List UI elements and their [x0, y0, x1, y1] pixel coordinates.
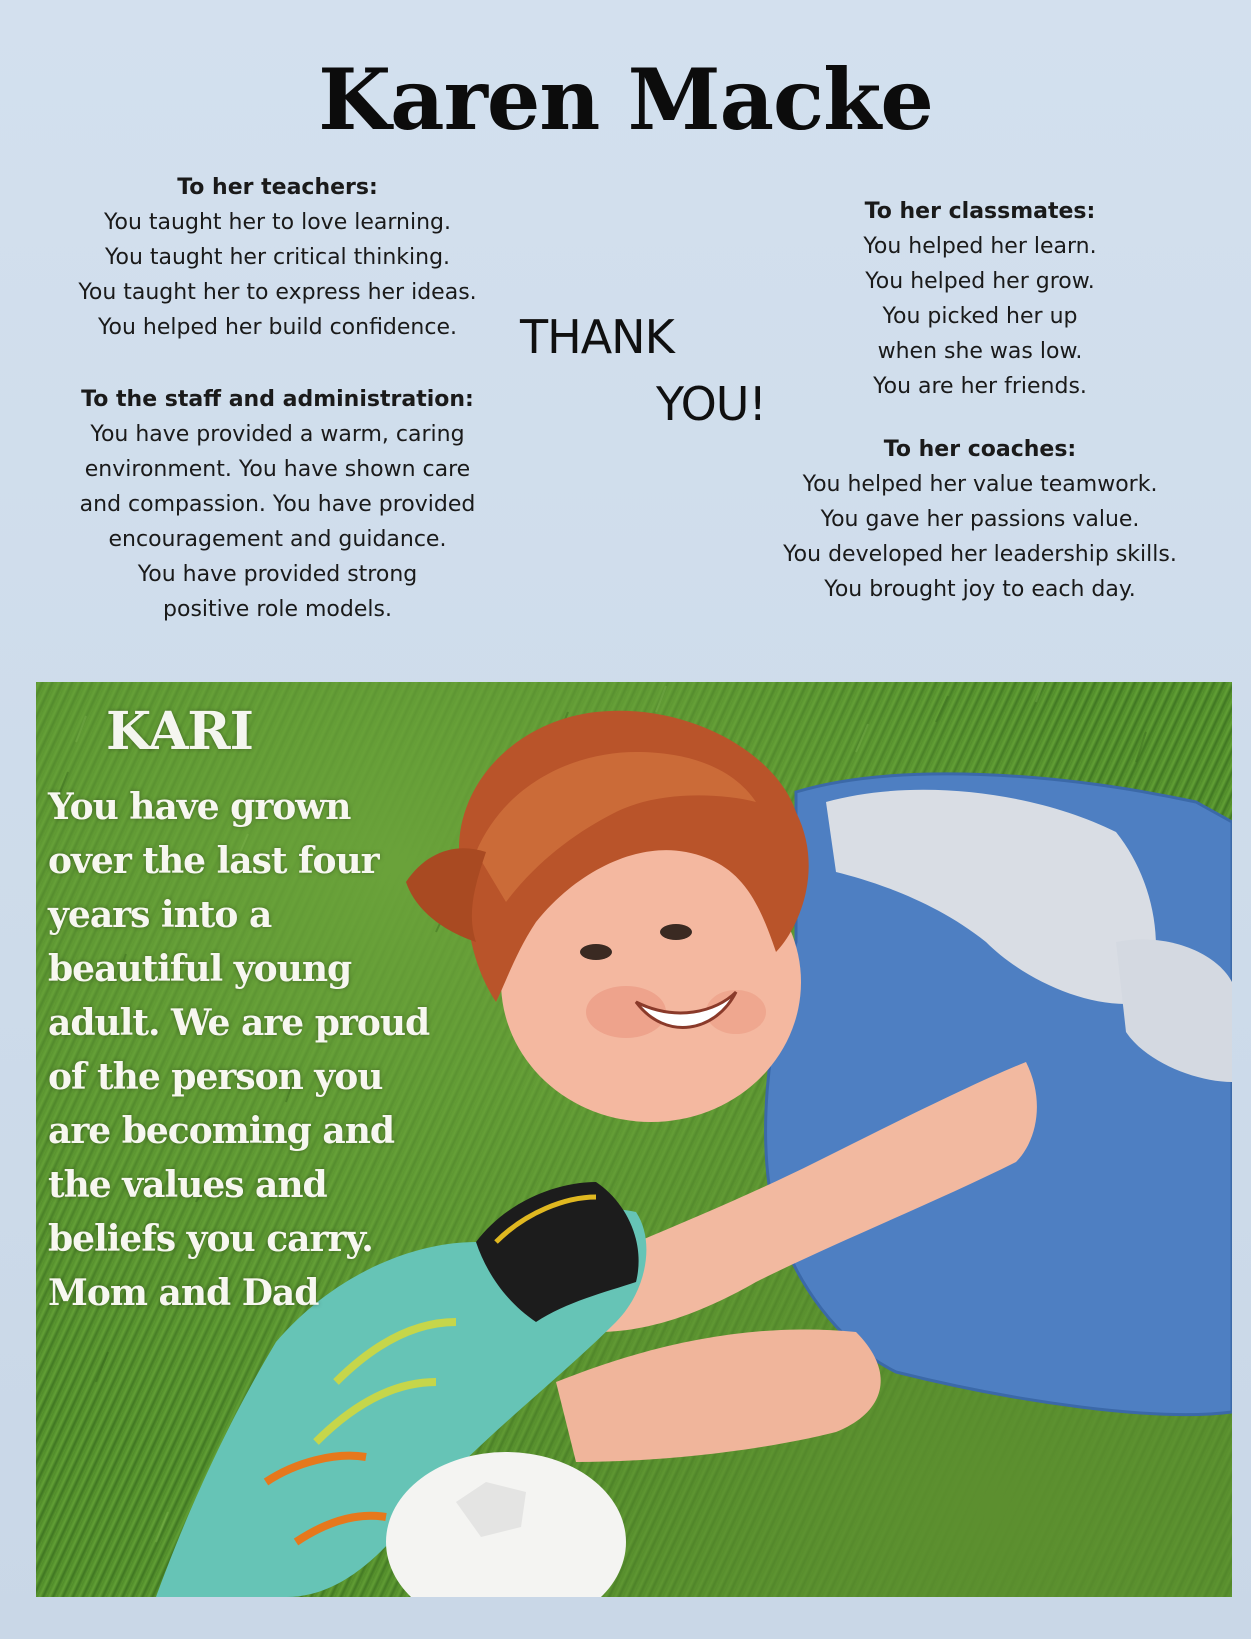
staff-line: and compassion. You have provided — [79, 492, 476, 517]
message-line: years into a — [48, 894, 272, 936]
teachers-heading: To her teachers: — [177, 175, 378, 200]
message-line: over the last four — [48, 840, 379, 882]
staff-line: encouragement and guidance. — [108, 527, 447, 552]
classmates-line: when she was low. — [877, 339, 1083, 364]
message-signature: Mom and Dad — [48, 1272, 319, 1314]
classmates-line: You picked her up — [882, 304, 1078, 329]
coaches-section — [755, 432, 1205, 607]
message-line: are becoming and — [48, 1110, 395, 1152]
staff-heading: To the staff and administration: — [81, 387, 474, 412]
thank-text: THANK — [520, 310, 674, 364]
coaches-line: You developed her leadership skills. — [783, 542, 1177, 567]
staff-line: environment. You have shown care — [84, 457, 471, 482]
staff-line: positive role models. — [163, 597, 392, 622]
teachers-line: You helped her build confidence. — [98, 315, 457, 340]
coaches-heading: To her coaches: — [883, 437, 1077, 462]
page-title: Karen Macke — [318, 50, 933, 149]
message-line: beliefs you carry. — [48, 1218, 373, 1260]
teachers-line: You taught her to love learning. — [104, 210, 451, 235]
classmates-section — [755, 194, 1205, 404]
parents-message — [48, 780, 488, 1320]
message-line: beautiful young — [48, 948, 352, 990]
staff-line: You have provided strong — [137, 562, 418, 587]
you-text: YOU! — [656, 377, 766, 431]
message-line: You have grown — [48, 786, 351, 828]
teachers-line: You taught her critical thinking. — [104, 245, 451, 270]
staff-line: You have provided a warm, caring — [90, 422, 465, 447]
staff-section — [60, 382, 495, 627]
classmates-heading: To her classmates: — [864, 199, 1096, 224]
teachers-section — [60, 170, 495, 345]
teachers-line: You taught her to express her ideas. — [78, 280, 477, 305]
message-line: of the person you — [48, 1056, 383, 1098]
classmates-line: You helped her grow. — [865, 269, 1095, 294]
classmates-line: You are her friends. — [873, 374, 1087, 399]
coaches-line: You helped her value teamwork. — [802, 472, 1158, 497]
coaches-line: You brought joy to each day. — [824, 577, 1136, 602]
message-line: adult. We are proud — [48, 1002, 430, 1044]
coaches-line: You gave her passions value. — [820, 507, 1140, 532]
message-line: the values and — [48, 1164, 327, 1206]
photo-name-caption: KARI — [106, 701, 253, 762]
classmates-line: You helped her learn. — [863, 234, 1097, 259]
